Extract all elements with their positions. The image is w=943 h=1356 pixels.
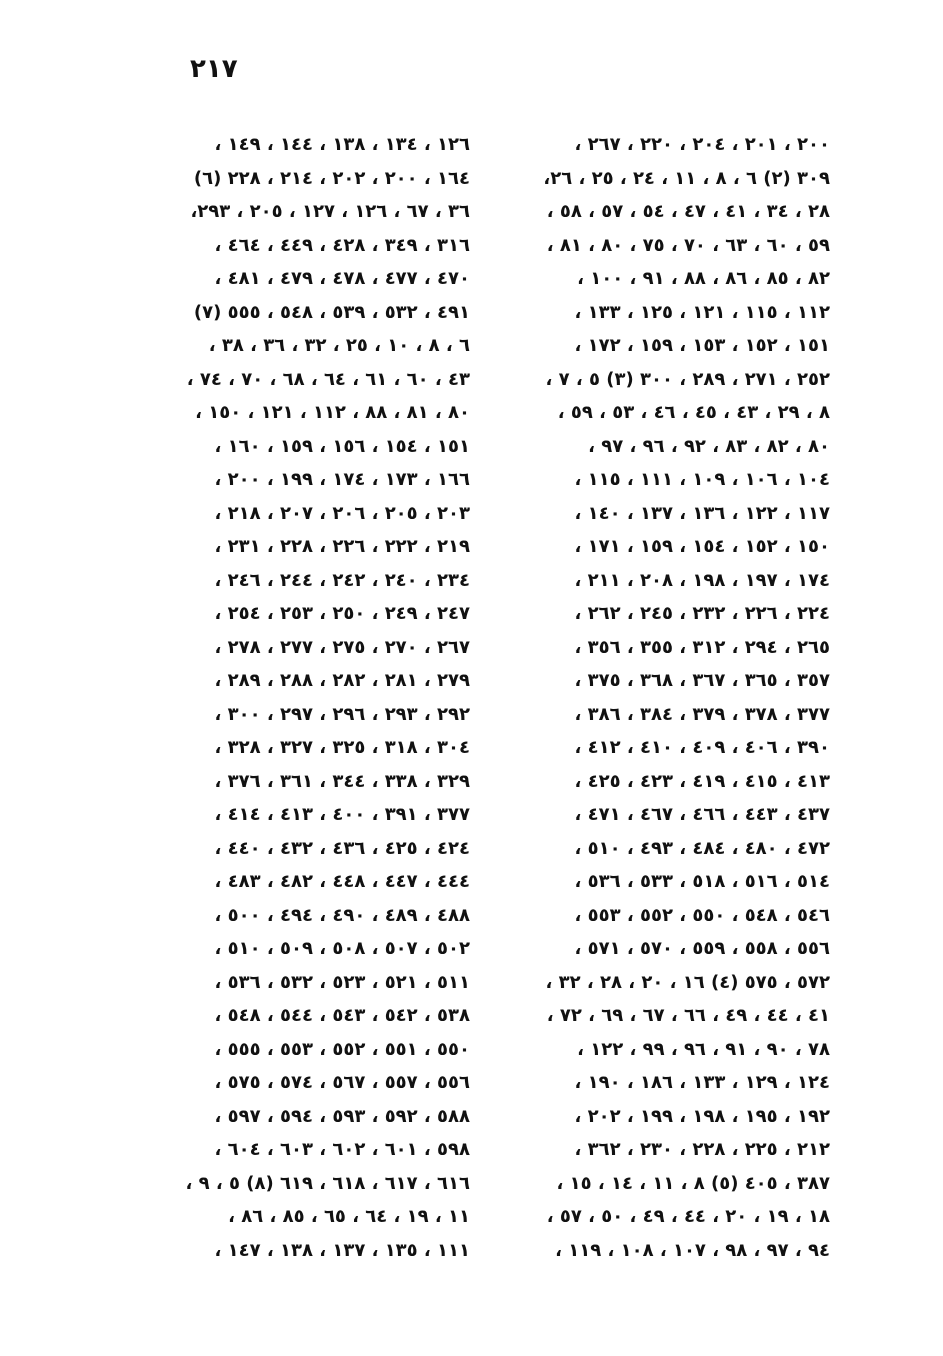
index-line: ١٢٤ ، ١٢٩ ، ١٣٣ ، ١٨٦ ، ١٩٠ ، [574,1072,830,1093]
index-line: ١١١ ، ١٣٥ ، ١٣٧ ، ١٣٨ ، ١٤٧ ، [214,1239,470,1261]
index-line: ٥١٤ ، ٥١٦ ، ٥١٨ ، ٥٣٣ ، ٥٣٦ ، [574,871,830,892]
index-line: ٢١٢ ، ٢٢٥ ، ٢٢٨ ، ٢٣٠ ، ٣٦٢ ، [574,1139,830,1160]
index-line: ١٦٦ ، ١٧٣ ، ١٧٤ ، ١٩٩ ، ٢٠٠ ، [214,469,470,490]
index-line: ٥٨٨ ، ٥٩٢ ، ٥٩٣ ، ٥٩٤ ، ٥٩٧ ، [214,1105,470,1127]
index-line: ٣٢٩ ، ٣٣٨ ، ٣٤٤ ، ٣٦١ ، ٣٧٦ ، [214,770,470,792]
index-line: ٤١٣ ، ٤١٥ ، ٤١٩ ، ٤٢٣ ، ٤٢٥ ، [574,770,830,792]
index-line: ٨٠ ، ٨٢ ، ٨٣ ، ٩٢ ، ٩٦ ، ٩٧ ، [588,435,830,457]
index-line: ٢١٩ ، ٢٢٢ ، ٢٢٦ ، ٢٢٨ ، ٢٣١ ، [214,536,470,557]
index-line: ٥٩ ، ٦٠ ، ٦٣ ، ٧٠ ، ٧٥ ، ٨٠ ، ٨١ ، [546,234,830,256]
index-line: ١٥٠ ، ١٥٢ ، ١٥٤ ، ١٥٩ ، ١٧١ ، [574,536,830,557]
index-line: ١٠٤ ، ١٠٦ ، ١٠٩ ، ١١١ ، ١١٥ ، [574,469,830,490]
index-line: ٣٠٤ ، ٣١٨ ، ٣٢٥ ، ٣٢٧ ، ٣٢٨ ، [214,737,470,758]
index-line: ٤٤٤ ، ٤٤٧ ، ٤٤٨ ، ٤٨٢ ، ٤٨٣ ، [214,871,470,892]
index-line: ٥٥٦ ، ٥٥٨ ، ٥٥٩ ، ٥٧٠ ، ٥٧١ ، [574,938,830,959]
index-line: ١٩٢ ، ١٩٥ ، ١٩٨ ، ١٩٩ ، ٢٠٢ ، [574,1105,830,1127]
index-line: ٣٠٩ (٢) ٦ ، ٨ ، ١١ ، ٢٤ ، ٢٥ ، ٢٦، [543,167,830,189]
index-line: ٤١ ، ٤٤ ، ٤٩ ، ٦٦ ، ٦٧ ، ٦٩ ، ٧٢ ، [546,1005,830,1026]
index-line: ٤٧٢ ، ٤٨٠ ، ٤٨٤ ، ٤٩٣ ، ٥١٠ ، [574,837,830,859]
index-line: ١٧٤ ، ١٩٧ ، ١٩٨ ، ٢٠٨ ، ٢١١ ، [574,569,830,591]
index-line: ٢٠٣ ، ٢٠٥ ، ٢٠٦ ، ٢٠٧ ، ٢١٨ ، [214,502,470,524]
index-line: ٤٣ ، ٦٠ ، ٦١ ، ٦٤ ، ٦٨ ، ٧٠ ، ٧٤ ، [186,368,470,390]
index-line: ١٥١ ، ١٥٤ ، ١٥٦ ، ١٥٩ ، ١٦٠ ، [214,435,470,457]
index-line: ٨٢ ، ٨٥ ، ٨٦ ، ٨٨ ، ٩١ ، ١٠٠ ، [577,268,830,289]
index-line: ٥٠٢ ، ٥٠٧ ، ٥٠٨ ، ٥٠٩ ، ٥١٠ ، [214,938,470,959]
index-line: ٤٨٨ ، ٤٨٩ ، ٤٩٠ ، ٤٩٤ ، ٥٠٠ ، [214,904,470,926]
index-line: ٢٦٧ ، ٢٧٠ ، ٢٧٥ ، ٢٧٧ ، ٢٧٨ ، [214,636,470,658]
index-line: ٢٨ ، ٣٤ ، ٤١ ، ٤٧ ، ٥٤ ، ٥٧ ، ٥٨ ، [546,201,830,222]
index-line: ٦ ، ٨ ، ١٠ ، ٢٥ ، ٣٢ ، ٣٦ ، ٣٨ ، [208,335,470,356]
index-line: ١٦٤ ، ٢٠٠ ، ٢٠٢ ، ٢١٤ ، ٢٢٨ (٦) [193,167,470,189]
index-line: ٨٠ ، ٨١ ، ٨٨ ، ١١٢ ، ١٢١ ، ١٥٠ ، [195,402,470,423]
index-line: ٣١٦ ، ٣٤٩ ، ٤٢٨ ، ٤٤٩ ، ٤٦٤ ، [214,234,470,256]
index-column-left [140,128,470,1267]
index-line: ٢٤٧ ، ٢٤٩ ، ٢٥٠ ، ٢٥٣ ، ٢٥٤ ، [214,603,470,624]
index-line: ٢٦٥ ، ٢٩٤ ، ٣١٢ ، ٣٥٥ ، ٣٥٦ ، [574,636,830,658]
index-line: ٢٣٤ ، ٢٤٠ ، ٢٤٢ ، ٢٤٤ ، ٢٤٦ ، [214,569,470,591]
index-line: ١١٢ ، ١١٥ ، ١٢١ ، ١٢٥ ، ١٣٣ ، [574,301,830,323]
page-number: ٢١٧ [190,54,238,84]
index-line: ١١ ، ١٩ ، ٦٤ ، ٦٥ ، ٨٥ ، ٨٦ ، [228,1206,470,1227]
index-line: ٥٧٢ ، ٥٧٥ (٤) ١٦ ، ٢٠ ، ٢٨ ، ٣٢ ، [545,971,830,993]
index-line: ٨ ، ٢٩ ، ٤٣ ، ٤٥ ، ٤٦ ، ٥٣ ، ٥٩ ، [557,402,830,423]
index-line: ٥١١ ، ٥٢١ ، ٥٢٣ ، ٥٣٢ ، ٥٣٦ ، [214,971,470,993]
index-line: ٤٧٠ ، ٤٧٧ ، ٤٧٨ ، ٤٧٩ ، ٤٨١ ، [214,268,470,289]
index-line: ٤٩١ ، ٥٣٢ ، ٥٣٩ ، ٥٤٨ ، ٥٥٥ (٧) [193,301,470,323]
index-line: ٢٩٢ ، ٢٩٣ ، ٢٩٦ ، ٢٩٧ ، ٣٠٠ ، [214,703,470,725]
index-line: ٣٥٧ ، ٣٦٥ ، ٣٦٧ ، ٣٦٨ ، ٣٧٥ ، [574,670,830,691]
index-line: ٥٣٨ ، ٥٤٢ ، ٥٤٣ ، ٥٤٤ ، ٥٤٨ ، [214,1005,470,1026]
index-line: ٥٥٠ ، ٥٥١ ، ٥٥٢ ، ٥٥٣ ، ٥٥٥ ، [214,1038,470,1060]
index-line: ٩٤ ، ٩٧ ، ٩٨ ، ١٠٧ ، ١٠٨ ، ١١٩ ، [555,1239,830,1261]
index-line: ٣٩٠ ، ٤٠٦ ، ٤٠٩ ، ٤١٠ ، ٤١٢ ، [574,737,830,758]
index-line: ٣٧٧ ، ٣٩١ ، ٤٠٠ ، ٤١٣ ، ٤١٤ ، [214,804,470,825]
index-line: ٢٠٠ ، ٢٠١ ، ٢٠٤ ، ٢٢٠ ، ٢٦٧ ، [574,134,830,155]
index-line: ٢٧٩ ، ٢٨١ ، ٢٨٢ ، ٢٨٨ ، ٢٨٩ ، [214,670,470,691]
index-line: ٥٥٦ ، ٥٥٧ ، ٥٦٧ ، ٥٧٤ ، ٥٧٥ ، [214,1072,470,1093]
index-line: ١٢٦ ، ١٣٤ ، ١٣٨ ، ١٤٤ ، ١٤٩ ، [214,134,470,155]
index-line: ٥٤٦ ، ٥٤٨ ، ٥٥٠ ، ٥٥٢ ، ٥٥٣ ، [574,904,830,926]
index-line: ٢٥٢ ، ٢٧١ ، ٢٨٩ ، ٣٠٠ (٣) ٥ ، ٧ ، [545,368,830,390]
index-line: ٢٢٤ ، ٢٢٦ ، ٢٣٢ ، ٢٤٥ ، ٢٦٢ ، [574,603,830,624]
index-line: ١٨ ، ١٩ ، ٢٠ ، ٤٤ ، ٤٩ ، ٥٠ ، ٥٧ ، [546,1206,830,1227]
index-line: ٥٩٨ ، ٦٠١ ، ٦٠٢ ، ٦٠٣ ، ٦٠٤ ، [214,1139,470,1160]
index-line: ٣٦ ، ٦٧ ، ١٢٦ ، ١٢٧ ، ٢٠٥ ، ٢٩٣، [190,201,470,222]
index-line: ١٥١ ، ١٥٢ ، ١٥٣ ، ١٥٩ ، ١٧٢ ، [574,335,830,356]
index-line: ٤٣٧ ، ٤٤٣ ، ٤٦٦ ، ٤٦٧ ، ٤٧١ ، [574,804,830,825]
index-line: ١١٧ ، ١٢٢ ، ١٣٦ ، ١٣٧ ، ١٤٠ ، [574,502,830,524]
index-line: ٣٧٧ ، ٣٧٨ ، ٣٧٩ ، ٣٨٤ ، ٣٨٦ ، [574,703,830,725]
index-line: ٦١٦ ، ٦١٧ ، ٦١٨ ، ٦١٩ (٨) ٥ ، ٩ ، [185,1172,470,1194]
index-column-right [500,128,830,1267]
index-line: ٣٨٧ ، ٤٠٥ (٥) ٨ ، ١١ ، ١٤ ، ١٥ ، [556,1172,830,1194]
index-line: ٧٨ ، ٩٠ ، ٩١ ، ٩٦ ، ٩٩ ، ١٢٢ ، [577,1038,830,1060]
index-line: ٤٢٤ ، ٤٢٥ ، ٤٣٦ ، ٤٣٢ ، ٤٤٠ ، [214,837,470,859]
